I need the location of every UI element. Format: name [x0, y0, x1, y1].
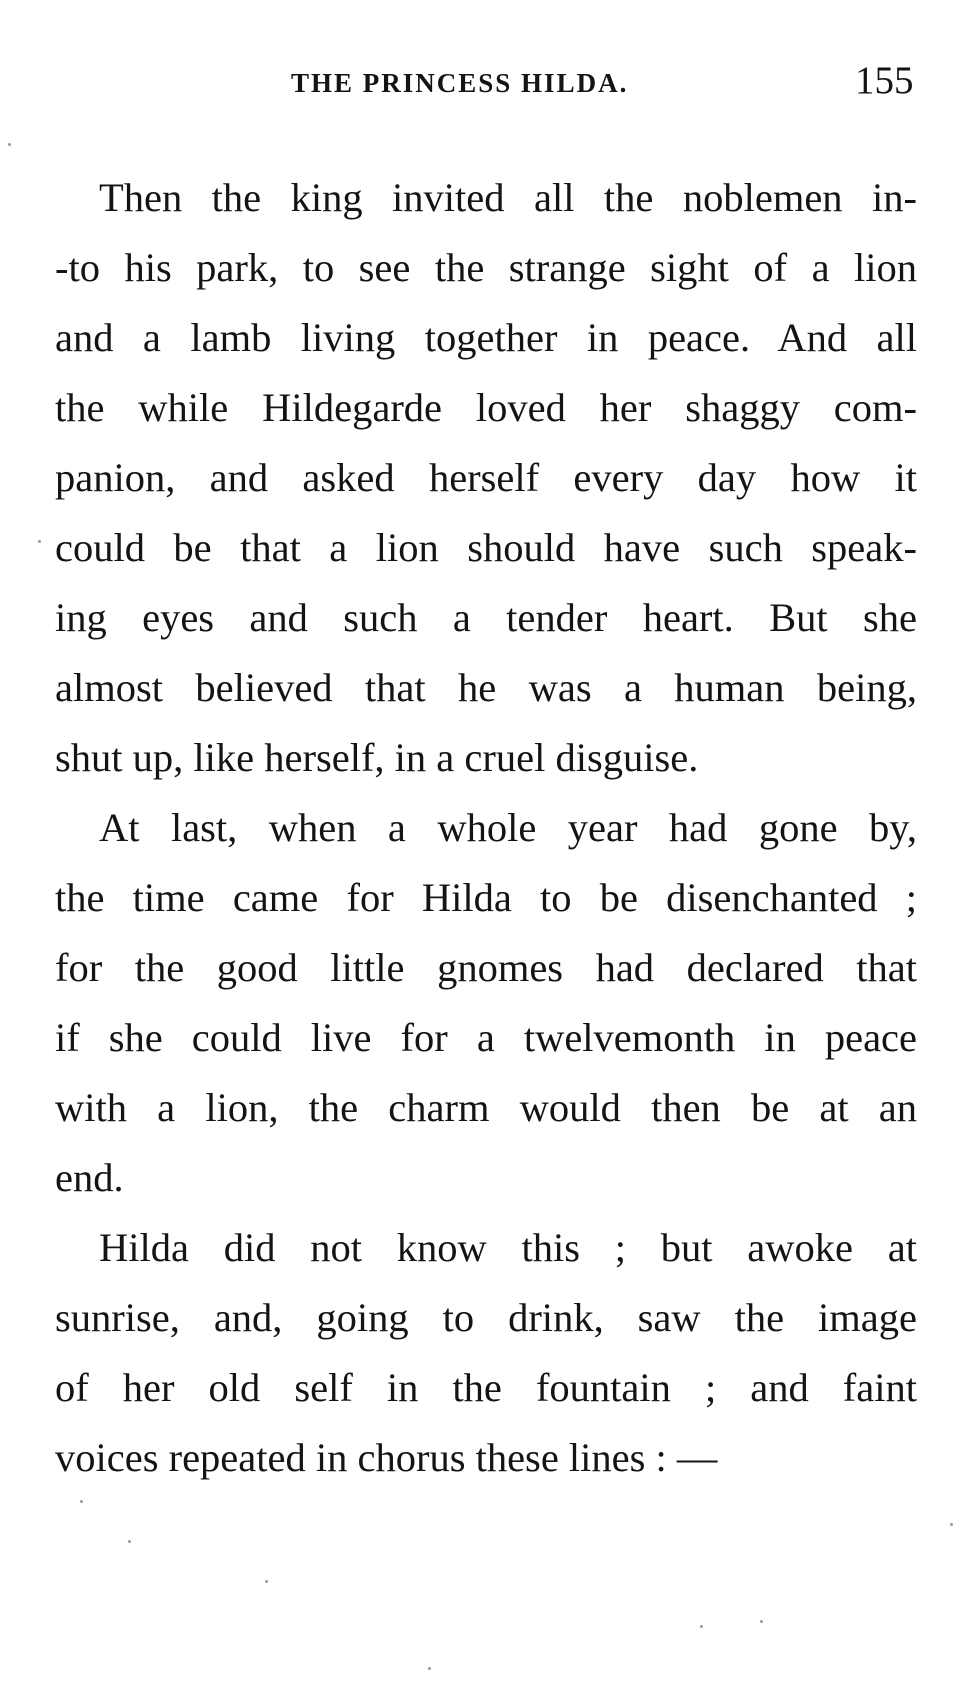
body-text [55, 163, 917, 1493]
paragraph [55, 793, 917, 1213]
print-speck [8, 143, 11, 146]
text-line: At last, when a whole year had gone by, [99, 805, 917, 850]
page-number: 155 [855, 59, 914, 102]
text-line: almost believed that he was a human being, [55, 665, 917, 710]
text-line: and a lamb living together in peace. And all [55, 315, 917, 360]
text-line: with a lion, the charm would then be at an [55, 1085, 917, 1130]
text-line: could be that a lion should have such speak- [55, 525, 917, 570]
print-speck [265, 1580, 268, 1583]
print-speck [80, 1500, 83, 1503]
print-speck [760, 1620, 763, 1623]
text-line: shut up, like herself, in a cruel disguise. [55, 735, 699, 780]
text-line: the time came for Hilda to be disenchanted ; [55, 875, 917, 920]
print-speck [128, 1540, 131, 1543]
running-head [0, 58, 972, 108]
paragraph [55, 163, 917, 793]
text-line: if she could live for a twelvemonth in peace [55, 1015, 917, 1060]
text-line: of her old self in the fountain ; and faint [55, 1365, 917, 1410]
print-speck [700, 1625, 703, 1628]
text-line: voices repeated in chorus these lines : — [55, 1435, 718, 1480]
text-line: ing eyes and such a tender heart. But she [55, 595, 917, 640]
text-line: end. [55, 1155, 124, 1200]
paragraph [55, 1213, 917, 1493]
text-line: sunrise, and, going to drink, saw the image [55, 1295, 917, 1340]
text-line: the while Hildegarde loved her shaggy com- [55, 385, 917, 430]
print-speck [950, 1523, 953, 1526]
running-title: THE PRINCESS HILDA. [291, 68, 629, 98]
print-speck [38, 540, 41, 543]
print-speck [428, 1667, 431, 1670]
text-line: -to his park, to see the strange sight of a lion [55, 245, 917, 290]
text-line: for the good little gnomes had declared that [55, 945, 917, 990]
text-line: Hilda did not know this ; but awoke at [99, 1225, 917, 1270]
text-line: Then the king invited all the noblemen in- [99, 175, 917, 220]
text-line: panion, and asked herself every day how it [55, 455, 917, 500]
